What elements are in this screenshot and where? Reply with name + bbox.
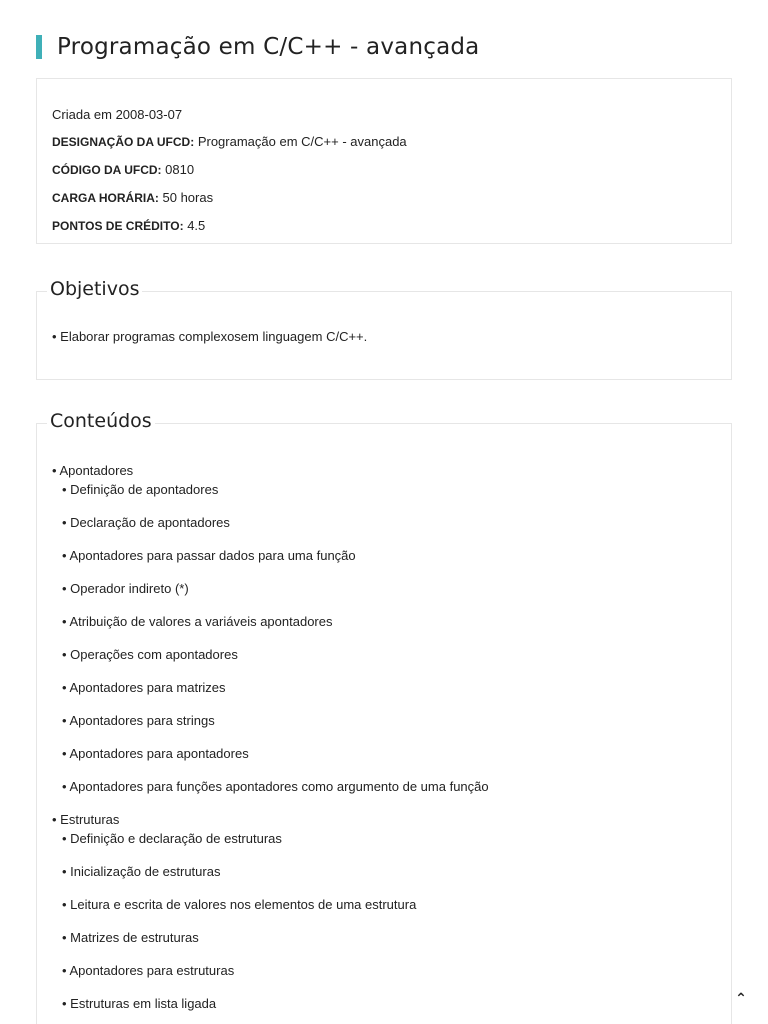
list-item: • Definição de apontadores (62, 482, 219, 497)
info-key: DESIGNAÇÃO DA UFCD: (52, 135, 195, 149)
conteudos-legend: Conteúdos (47, 410, 155, 432)
info-row-carga (52, 184, 731, 212)
list-item: • Apontadores para passar dados para uma função (62, 548, 356, 563)
list-item: • Definição e declaração de estruturas (62, 831, 282, 846)
objetivos-section (36, 278, 732, 380)
list-item: • Apontadores para estruturas (62, 963, 235, 978)
list-item: • Matrizes de estruturas (62, 930, 199, 945)
info-value: 0810 (161, 162, 195, 177)
conteudos-list (52, 461, 721, 1024)
list-item: • Apontadores para apontadores (62, 746, 249, 761)
info-row-codigo (52, 156, 731, 184)
conteudos-section (36, 410, 732, 1024)
objetivos-legend: Objetivos (47, 278, 142, 300)
list-item: • Operações com apontadores (62, 647, 238, 662)
list-item: • Atribuição de valores a variáveis apontadores (62, 614, 333, 629)
list-item: • Operador indireto (*) (62, 581, 189, 596)
info-key: CARGA HORÁRIA: (52, 191, 159, 205)
group-title-apontadores: • Apontadores (52, 463, 134, 478)
title-accent-bar (36, 35, 42, 59)
info-card (36, 78, 732, 244)
info-value: Programação em C/C++ - avançada (194, 134, 407, 149)
list-item: • Estruturas em lista ligada (62, 996, 217, 1011)
page-header (36, 33, 479, 61)
info-row-designacao (52, 128, 731, 156)
group-title-estruturas: • Estruturas (52, 812, 120, 827)
list-item: • Apontadores para funções apontadores como argumento de uma função (62, 779, 489, 794)
list-item: • Leitura e escrita de valores nos elementos de uma estrutura (62, 897, 417, 912)
list-item: • Apontadores para strings (62, 713, 215, 728)
list-item: • Declaração de apontadores (62, 515, 230, 530)
info-key: CÓDIGO DA UFCD: (52, 163, 162, 177)
chevron-up-icon: ⌃ (735, 990, 747, 1006)
list-item: • Apontadores para matrizes (62, 680, 226, 695)
info-row-pontos (52, 212, 731, 240)
created-date: Criada em 2008-03-07 (52, 107, 183, 122)
back-to-top-button[interactable] (732, 990, 750, 1008)
page-title: Programação em C/C++ - avançada (57, 34, 480, 60)
objetivo-item: • Elaborar programas complexosem linguagem C/C++. (52, 329, 368, 344)
info-value: 50 horas (158, 190, 214, 205)
info-key: PONTOS DE CRÉDITO: (52, 219, 184, 233)
list-item: • Inicialização de estruturas (62, 864, 221, 879)
info-value: 4.5 (183, 218, 206, 233)
